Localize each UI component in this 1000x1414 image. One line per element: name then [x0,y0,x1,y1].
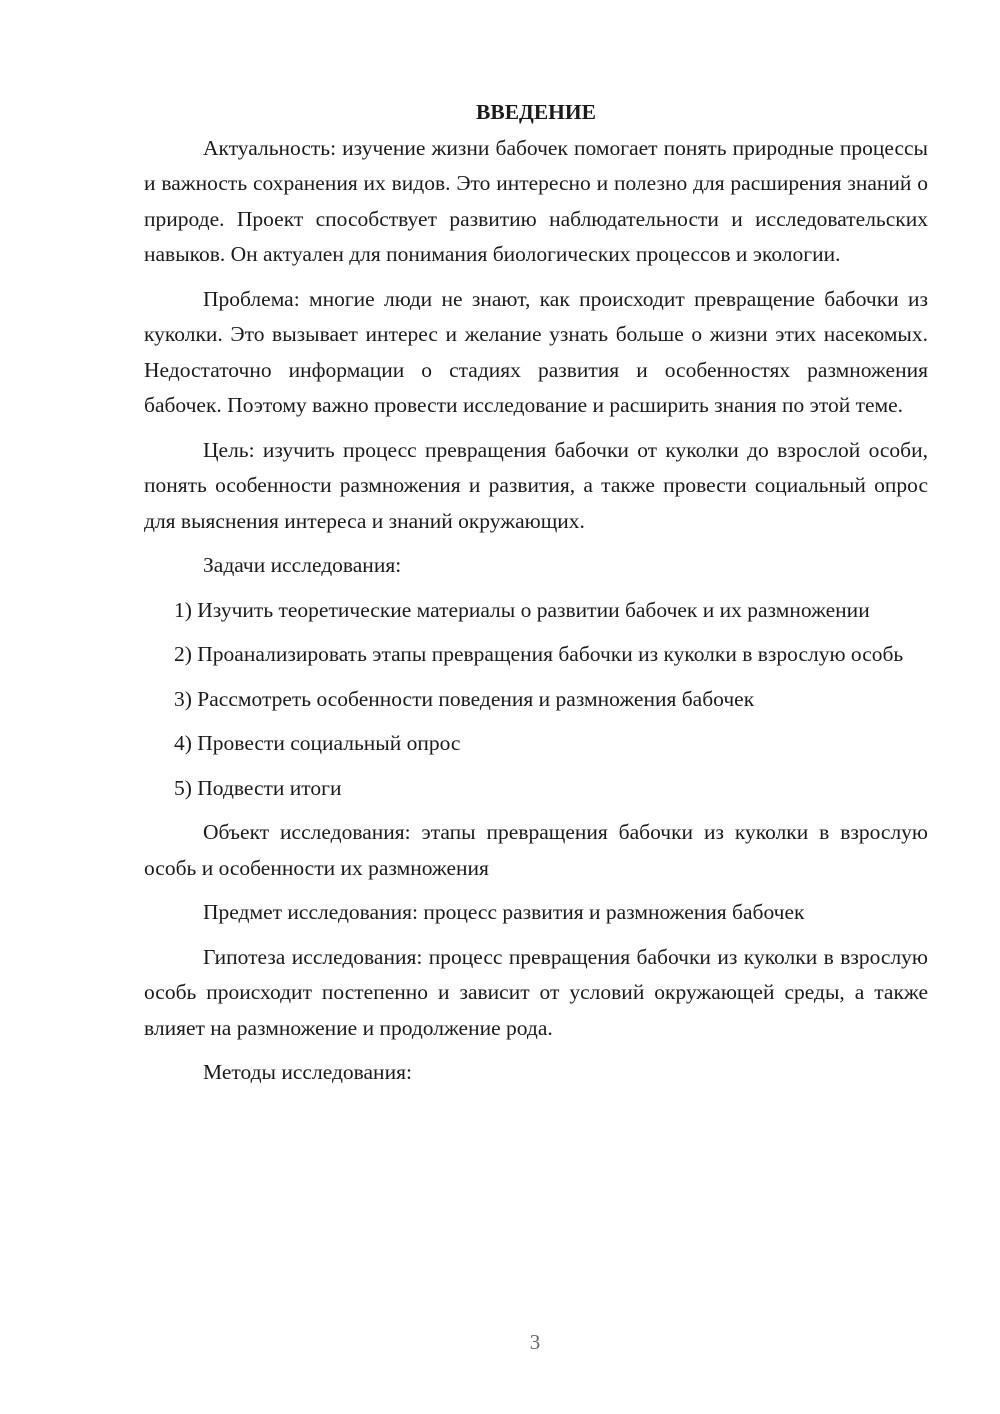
section-title: ВВЕДЕНИЕ [476,100,596,124]
goal-paragraph: Цель: изучить процесс превращения бабочки от куколки до взрослой особи, понять особенности размножения и развития, а также провести социальный опрос для выяснения интереса и знаний окружающих. [144,437,928,533]
tasks-heading: Задачи исследования: [203,553,402,577]
problem-paragraph: Проблема: многие люди не знают, как происходит превращение бабочки из куколки. Это вызывает интерес и желание узнать больше о жизни этих насекомых. Недостаточно информации о стадиях развития и особенностях размножения бабочек. Поэтому важно провести исследование и расширить знания по этой теме. [144,286,928,417]
task-item-1: 1) Изучить теоретические материалы о развитии бабочек и их размножении [174,597,870,622]
task-item-4: 4) Провести социальный опрос [174,731,461,755]
subject-paragraph: Предмет исследования: процесс развития и размножения бабочек [203,900,805,924]
relevance-paragraph: Актуальность: изучение жизни бабочек помогает понять природные процессы и важность сохранения их видов. Это интересно и полезно для расширения знаний о природе. Проект способствует развитию наблюдательности и исследовательских навыков. Он актуален для понимания биологических процессов и экологии. [144,135,928,266]
methods-heading: Методы исследования: [203,1060,412,1084]
task-item-3: 3) Рассмотреть особенности поведения и размножения бабочек [174,686,755,711]
task-item-2: 2) Проанализировать этапы превращения бабочки из куколки в взрослую особь [174,642,904,666]
task-item-5: 5) Подвести итоги [174,775,342,800]
page-number: 3 [529,1330,541,1354]
hypothesis-paragraph: Гипотеза исследования: процесс превращения бабочки из куколки в взрослую особь происходит постепенно и зависит от условий окружающей среды, а также влияет на размножение и продолжение рода. [144,944,928,1040]
page-content [144,95,928,1100]
object-paragraph: Объект исследования: этапы превращения бабочки из куколки в взрослую особь и особенности их размножения [144,820,928,880]
